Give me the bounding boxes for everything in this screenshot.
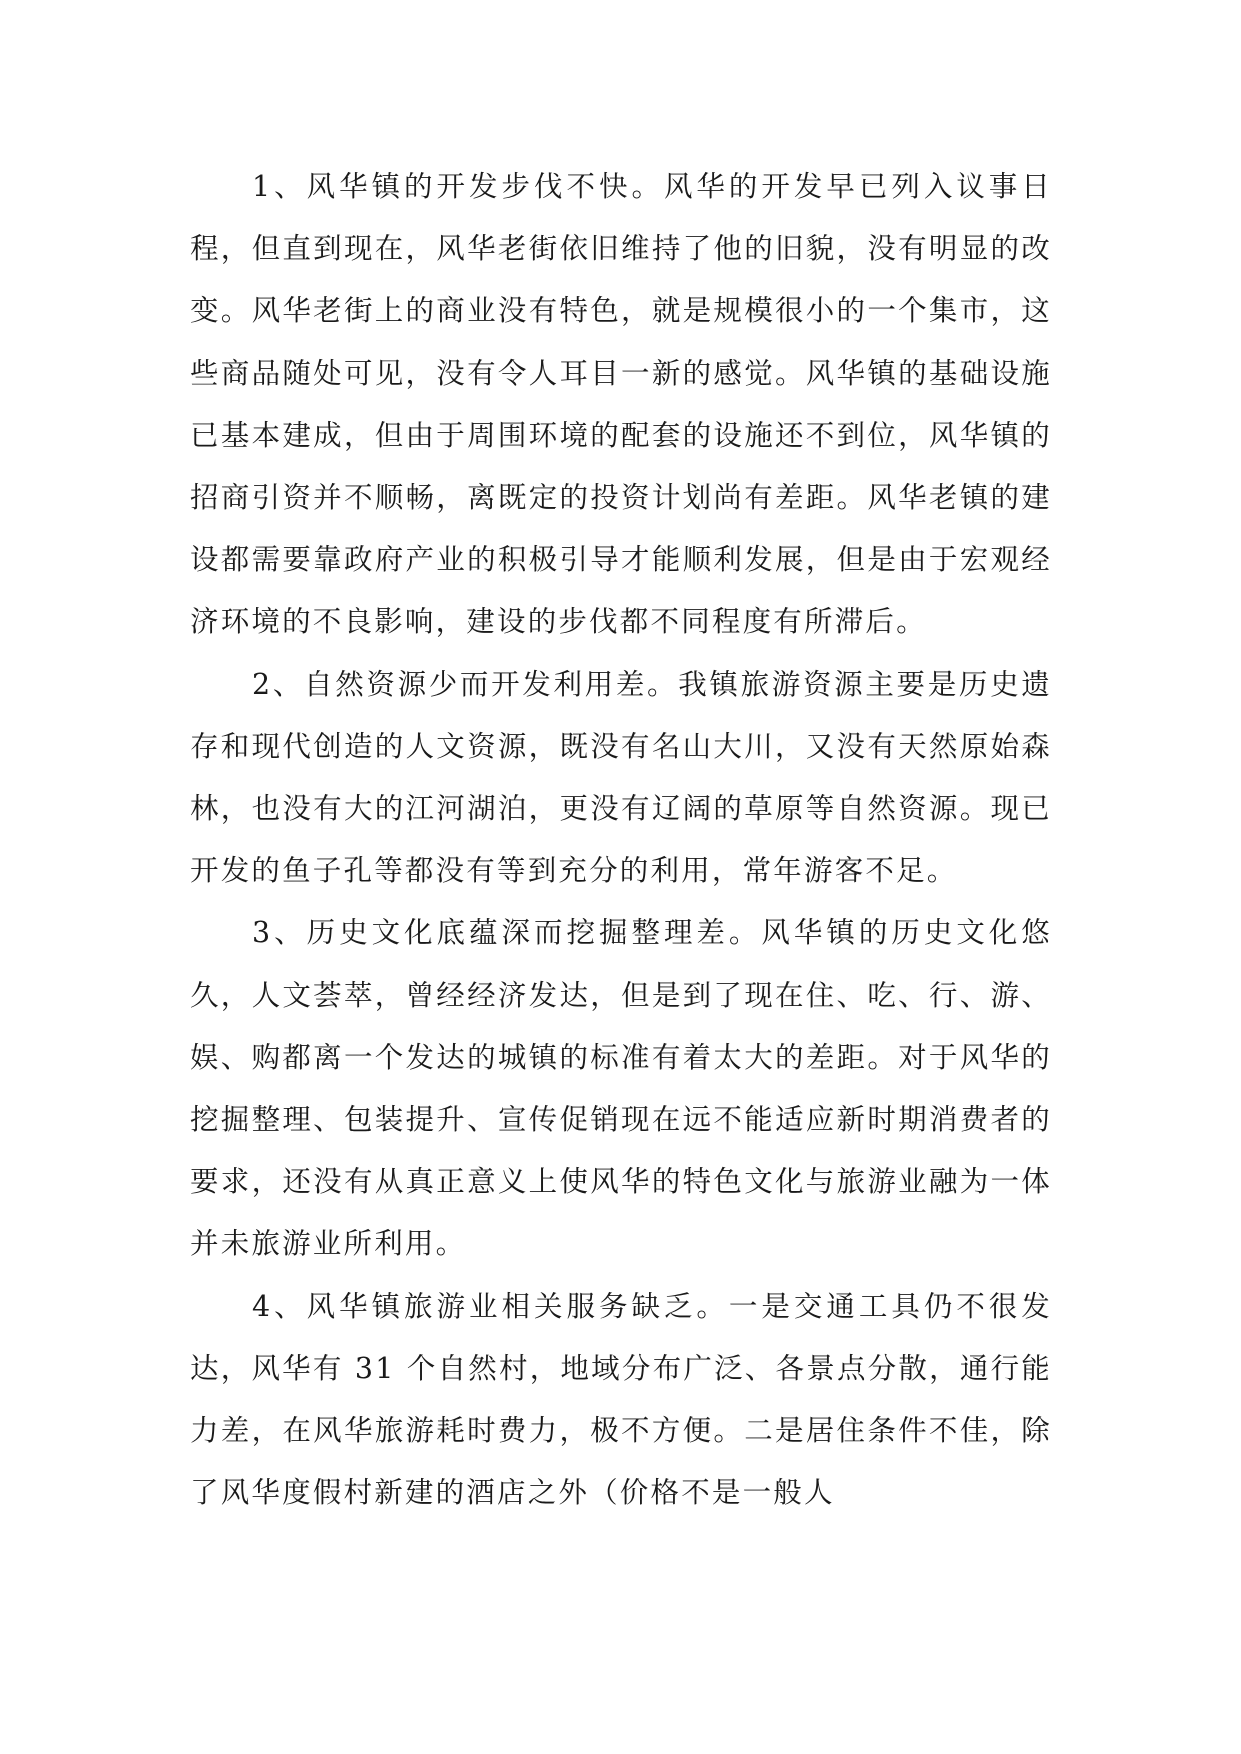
paragraph-1: 1、风华镇的开发步伐不快。风华的开发早已列入议事日程，但直到现在，风华老街依旧维持了他的旧貌，没有明显的改变。风华老街上的商业没有特色，就是规模很小的一个集市，这些商品随处可见，没有令人耳目一新的感觉。风华镇的基础设施已基本建成，但由于周围环境的配套的设施还不到位，风华镇的招商引资并不顺畅，离既定的投资计划尚有差距。风华老镇的建设都需要靠政府产业的积极引导才能顺利发展，但是由于宏观经济环境的不良影响，建设的步伐都不同程度有所滞后。	[190, 170, 1052, 639]
paragraph-3: 3、历史文化底蕴深而挖掘整理差。风华镇的历史文化悠久，人文荟萃，曾经经济发达，但是到了现在住、吃、行、游、娱、购都离一个发达的城镇的标准有着太大的差距。对于风华的挖掘整理、包装提升、宣传促销现在远不能适应新时期消费者的要求，还没有从真正意义上使风华的特色文化与旅游业融为一体并未旅游业所利用。	[190, 916, 1052, 1261]
paragraph-2: 2、自然资源少而开发利用差。我镇旅游资源主要是历史遗存和现代创造的人文资源，既没有名山大川，又没有天然原始森林，也没有大的江河湖泊，更没有辽阔的草原等自然资源。现已开发的鱼子孔等都没有等到充分的利用，常年游客不足。	[190, 667, 1052, 888]
document-body	[190, 156, 1052, 1524]
paragraph-4: 4、风华镇旅游业相关服务缺乏。一是交通工具仍不很发达，风华有 31 个自然村，地域分布广泛、各景点分散，通行能力差，在风华旅游耗时费力，极不方便。二是居住条件不佳，除了风华度假村新建的酒店之外（价格不是一般人	[190, 1289, 1052, 1510]
